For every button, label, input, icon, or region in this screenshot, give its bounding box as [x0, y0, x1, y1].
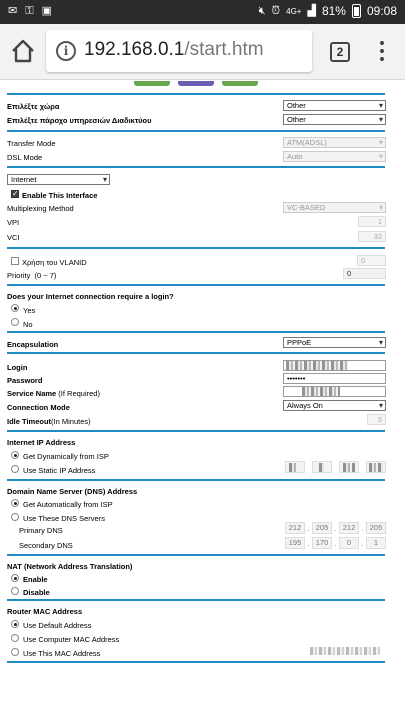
network-type: 4G+	[286, 6, 302, 16]
multiplexing-label: Multiplexing Method	[7, 204, 74, 213]
primary-dns-octet-4[interactable]: 205	[366, 522, 386, 534]
transfer-mode-select[interactable]: ATM(ADSL) ▾	[283, 137, 386, 148]
separator	[7, 247, 385, 249]
secondary-dns-octet-3[interactable]: 0	[339, 537, 359, 549]
clock: 09:08	[366, 4, 397, 18]
dns-auto-label: Get Automatically from ISP	[23, 500, 113, 509]
signal-icon: ▟	[307, 5, 316, 17]
service-name-input[interactable]	[283, 386, 386, 397]
router-setup-page: Επιλέξτε χώρα Other ▾ Επιλέξτε πάροχο υπηρεσιών Διαδικτύου Other ▾ Transfer Mode ATM(ADSL) ▾ DSL Mode Auto ▾ Internet ▾ ✓ Enable This Interface Multiplexing Method VC-BASED ▾ VPI 1 VCI 32 Χρήση του VLANID 0 Priority (0 ~ 7) 0 Does your Internet connection require a login? Yes No Encapsulation PPPoE ▾ Login Password ••••••• Service Name (If Required) Connection Mode Always On ▾ Idle Timeout(In Minutes) 5 Internet IP Address Get Dynamically from ISP Use Static IP Address Domain Name Server (DNS) Address Get Automatically from ISP Use These DNS Servers Primary DNS 212 . 205 . 212 . 205 Secondary DNS 195 . 170 . 0 . 1 NAT (Network Address Translation) Enable Disable Router MAC Address Use Default Address Use Computer MAC Address Use This MAC Address	[0, 81, 405, 720]
country-label: Επιλέξτε χώρα	[7, 102, 60, 111]
vlanid-checkbox[interactable]	[11, 257, 19, 265]
mute-icon: 🔇︎	[258, 5, 266, 17]
mac-computer-radio[interactable]	[11, 634, 19, 642]
mac-section-label: Router MAC Address	[7, 607, 83, 616]
vlanid-label: Χρήση του VLANID	[22, 258, 87, 267]
nat-section-label: NAT (Network Address Translation)	[7, 562, 133, 571]
separator	[7, 661, 385, 663]
url-text[interactable]: 192.168.0.1/start.htm	[84, 39, 264, 60]
separator	[7, 130, 385, 132]
dns-manual-radio[interactable]	[11, 513, 19, 521]
primary-dns-octet-1[interactable]: 212	[285, 522, 305, 534]
address-bar[interactable]	[46, 30, 312, 72]
vpi-label: VPI	[7, 218, 20, 227]
dns-section-label: Domain Name Server (DNS) Address	[7, 487, 138, 496]
static-ip-octet-3[interactable]	[339, 461, 359, 473]
ip-static-label: Use Static IP Address	[23, 466, 96, 475]
dsl-mode-label: DSL Mode	[7, 153, 43, 162]
secondary-dns-octet-2[interactable]: 170	[312, 537, 332, 549]
separator	[7, 554, 385, 556]
apply-button[interactable]	[134, 81, 170, 86]
login-label: Login	[7, 363, 28, 372]
isp-label: Επιλέξτε πάροχο υπηρεσιών Διαδικτύου	[7, 116, 152, 125]
alarm-icon: ⏰︎	[271, 5, 281, 17]
vci-label: VCI	[7, 233, 20, 242]
password-label: Password	[7, 376, 43, 385]
nat-enable-label: Enable	[23, 575, 48, 584]
separator	[7, 479, 385, 481]
service-name-hint: (If Required)	[58, 389, 100, 398]
ip-dynamic-radio[interactable]	[11, 451, 19, 459]
vlanid-input[interactable]: 0	[357, 255, 386, 266]
primary-dns-label: Primary DNS	[19, 526, 63, 535]
mac-computer-label: Use Computer MAC Address	[23, 635, 120, 644]
enable-interface-checkbox[interactable]	[11, 190, 19, 198]
login-no-label: No	[23, 320, 33, 329]
connection-mode-label: Connection Mode	[7, 403, 70, 412]
mac-this-label: Use This MAC Address	[23, 649, 101, 658]
encapsulation-label: Encapsulation	[7, 340, 59, 349]
vci-input[interactable]: 32	[358, 231, 386, 242]
battery-icon	[352, 4, 361, 18]
separator	[7, 331, 385, 333]
browser-toolbar	[0, 24, 405, 80]
primary-dns-octet-2[interactable]: 205	[312, 522, 332, 534]
battery-percent: 81%	[321, 4, 346, 18]
isp-select[interactable]: Other ▾	[283, 114, 386, 125]
separator	[7, 599, 385, 601]
dns-manual-label: Use These DNS Servers	[23, 514, 105, 523]
status-bar	[0, 0, 405, 24]
static-ip-octet-2[interactable]	[312, 461, 332, 473]
ip-section-label: Internet IP Address	[7, 438, 76, 447]
image-icon: ▣	[41, 5, 52, 17]
priority-hint: (0 ~ 7)	[34, 271, 57, 280]
login-question: Does your Internet connection require a login?	[7, 292, 174, 301]
secondary-dns-label: Secondary DNS	[19, 541, 73, 550]
login-yes-radio[interactable]	[11, 304, 19, 312]
nat-disable-label: Disable	[23, 588, 50, 597]
service-name-label: Service Name (If Required)	[7, 389, 100, 398]
separator	[7, 430, 385, 432]
message-icon: ✉	[8, 5, 18, 17]
secondary-dns-octet-4[interactable]: 1	[366, 537, 386, 549]
mac-default-radio[interactable]	[11, 620, 19, 628]
dsl-mode-select[interactable]: Auto ▾	[283, 151, 386, 162]
vpi-input[interactable]: 1	[358, 216, 386, 227]
redacted-text	[286, 361, 348, 370]
primary-dns-octet-3[interactable]: 212	[339, 522, 359, 534]
overflow-menu-icon[interactable]	[378, 41, 386, 65]
priority-label: Priority (0 ~ 7)	[7, 271, 57, 280]
separator	[7, 93, 385, 95]
login-input[interactable]	[283, 360, 386, 371]
idle-timeout-input[interactable]: 5	[367, 414, 386, 425]
cancel-button[interactable]	[178, 81, 214, 86]
secondary-dns-octet-1[interactable]: 195	[285, 537, 305, 549]
separator	[7, 352, 385, 354]
country-select[interactable]: Other ▾	[283, 100, 386, 111]
transfer-mode-label: Transfer Mode	[7, 139, 56, 148]
ip-static-radio[interactable]	[11, 465, 19, 473]
mac-address-input[interactable]	[303, 645, 386, 656]
idle-timeout-label: Idle Timeout(In Minutes)	[7, 417, 91, 426]
mac-this-radio[interactable]	[11, 648, 19, 656]
home-icon[interactable]	[10, 38, 36, 64]
info-icon[interactable]: i	[56, 41, 76, 61]
enable-interface-label: Enable This Interface	[22, 191, 98, 200]
encapsulation-select[interactable]: PPPoE ▾	[283, 337, 386, 348]
test-button[interactable]	[222, 81, 258, 86]
nat-disable-radio[interactable]	[11, 587, 19, 595]
tab-switcher-button[interactable]: 2	[330, 42, 350, 62]
redacted-text	[310, 647, 380, 656]
separator	[7, 166, 385, 168]
mac-default-label: Use Default Address	[23, 621, 92, 630]
top-buttons	[134, 81, 258, 86]
nat-enable-radio[interactable]	[11, 574, 19, 582]
priority-input[interactable]: 0	[343, 268, 386, 279]
dns-auto-radio[interactable]	[11, 499, 19, 507]
idle-timeout-hint: (In Minutes)	[51, 417, 91, 426]
login-yes-label: Yes	[23, 306, 36, 315]
login-no-radio[interactable]	[11, 318, 19, 326]
connection-mode-select[interactable]: Always On ▾	[283, 400, 386, 411]
password-input[interactable]: •••••••	[283, 373, 386, 384]
static-ip-octet-4[interactable]	[366, 461, 386, 473]
redacted-text	[302, 387, 340, 396]
multiplexing-select[interactable]: VC-BASED ▾	[283, 202, 386, 213]
separator	[7, 284, 385, 286]
static-ip-octet-1[interactable]	[285, 461, 305, 473]
key-icon: ⚿	[25, 5, 34, 17]
ip-dynamic-label: Get Dynamically from ISP	[23, 452, 109, 461]
interface-select[interactable]: Internet ▾	[7, 174, 110, 185]
